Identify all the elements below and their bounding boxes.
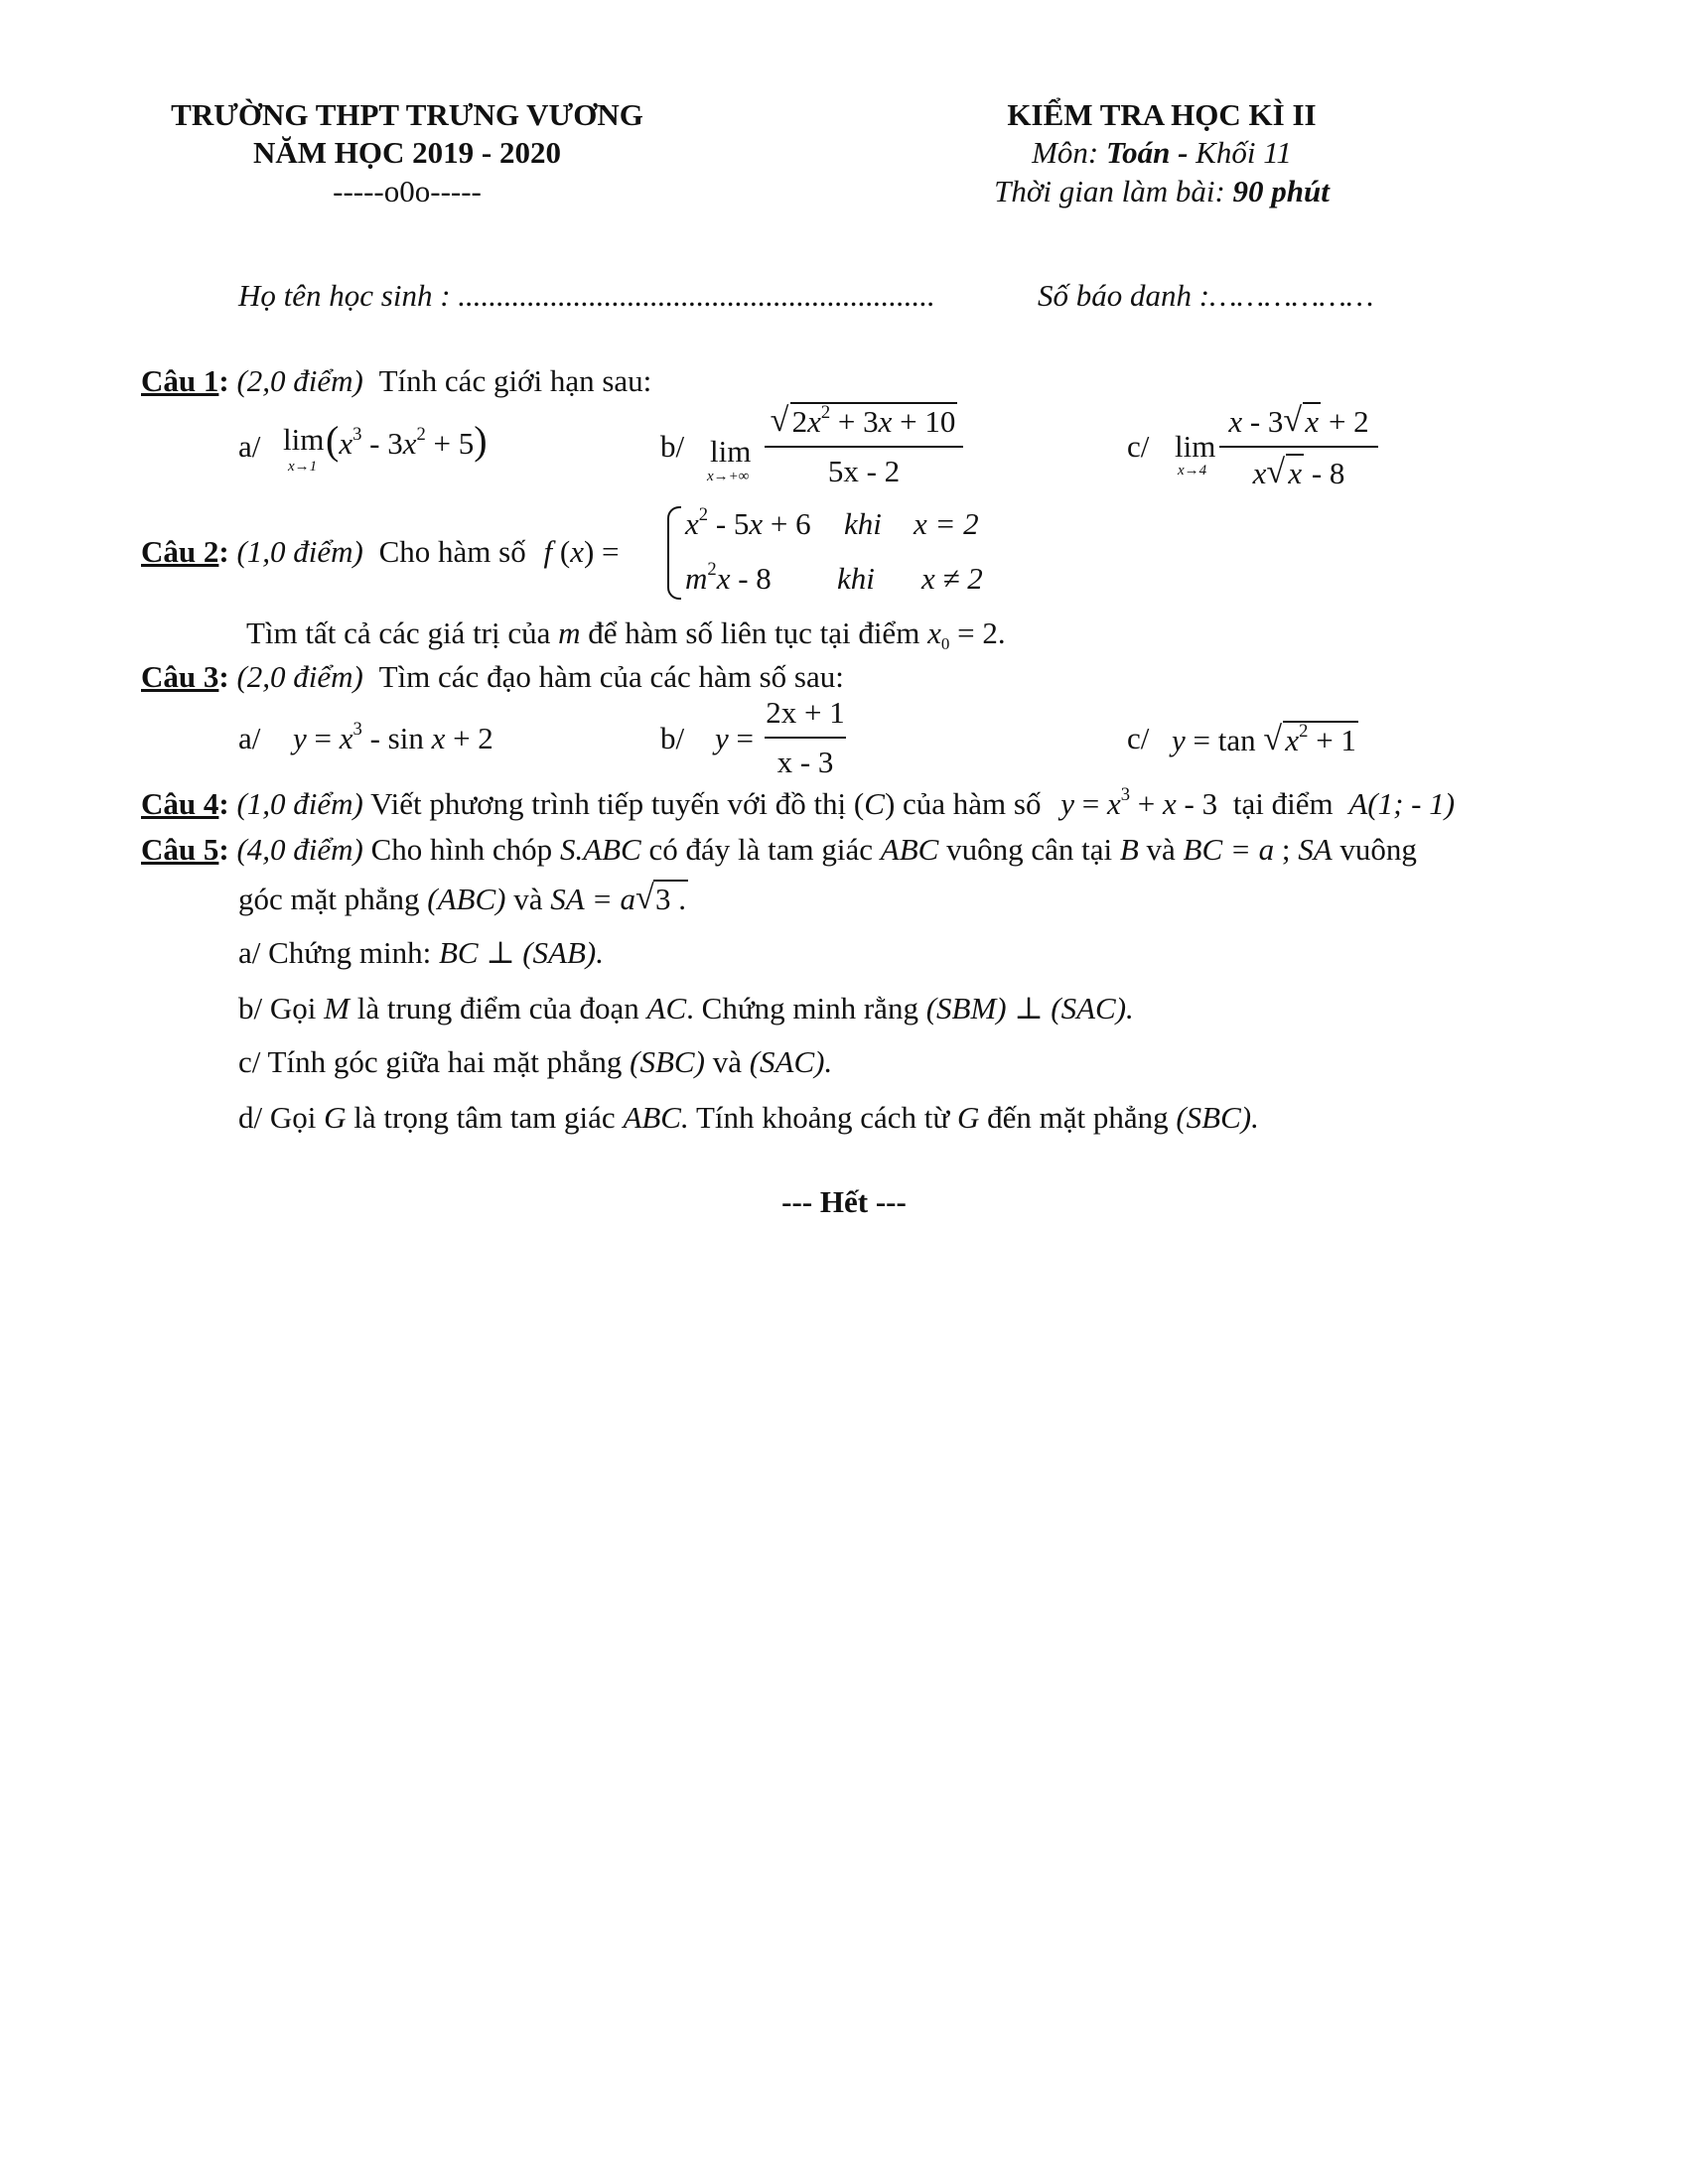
question-3-heading: Câu 3: (2,0 điểm) Tìm các đạo hàm của các hàm số sau: — [141, 659, 844, 694]
q2-case-2-condition: x ≠ 2 — [921, 561, 983, 596]
q1-a-label: a/ — [238, 429, 261, 464]
end-marker: --- Hết --- — [781, 1184, 907, 1219]
q4-point: A(1; - 1) — [1348, 786, 1456, 821]
q2-case-1-condition: x = 2 — [914, 506, 979, 541]
question-2-label: Câu 2 — [141, 534, 219, 569]
q3-a-expression: $y = x^3 - \sin x + 2$ — [293, 719, 493, 755]
q3-c-expression: y = tan √ $x^2 + 1$ — [1172, 721, 1356, 757]
q1-b-lim-subscript: x→+∞ — [707, 469, 750, 484]
question-3-text: Tìm các đạo hàm của các hàm số sau: — [378, 659, 844, 694]
question-1-points: (2,0 điểm) — [236, 363, 363, 398]
school-name: TRƯỜNG THPT TRƯNG VƯƠNG — [171, 97, 643, 132]
q5-part-c: c/ Tính góc giữa hai mặt phẳng (SBC) và (SAC). — [238, 1044, 833, 1079]
question-2-text: Cho hàm số — [378, 534, 526, 569]
q3-b-fraction — [765, 695, 846, 784]
q3-a-label: a/ — [238, 721, 261, 755]
q1-b-numerator: √ $2x^2 + 3x + 10$ — [770, 402, 956, 439]
q1-c-denominator: x √ x - 8 — [1252, 454, 1345, 490]
q1-c-numerator: x - 3 √ x + 2 — [1228, 402, 1369, 439]
q5-part-d: d/ Gọi G là trọng tâm tam giác ABC. Tính khoảng cách từ G đến mặt phẳng (SBC). — [238, 1100, 1259, 1135]
question-3-label: Câu 3 — [141, 659, 219, 694]
student-name-field: Họ tên học sinh : .............................................................. — [238, 278, 935, 313]
subject-prefix: Môn: — [1032, 135, 1106, 170]
q1-b-label: b/ — [660, 429, 685, 464]
q1-c-label: c/ — [1127, 429, 1150, 464]
grade: Khối 11 — [1196, 135, 1292, 170]
q3-b-y: y = — [715, 721, 754, 755]
question-5-label: Câu 5 — [141, 832, 219, 867]
question-2-points: (1,0 điểm) — [236, 534, 363, 569]
q1-c-lim: lim — [1175, 429, 1216, 464]
question-5-line-1: Câu 5: (4,0 điểm) Cho hình chóp S.ABC có đáy là tam giác ABC vuông cân tại B và BC = a ; SA vuông — [141, 832, 1417, 867]
question-1-text: Tính các giới hạn sau: — [378, 363, 652, 398]
q1-c-lim-subscript: x→4 — [1178, 463, 1207, 478]
q1-a-lim-subscript: x→1 — [288, 459, 318, 475]
time-line — [953, 174, 1370, 209]
q1-b-lim: lim — [710, 434, 752, 469]
header-divider: -----o0o----- — [333, 174, 482, 208]
subject-separator: - — [1170, 135, 1196, 170]
question-1-label: Câu 1 — [141, 363, 219, 398]
q1-c-fraction — [1219, 402, 1378, 493]
q3-b-label: b/ — [660, 721, 685, 755]
question-5-line-2: góc mặt phẳng (ABC) và SA = a √ 3 . — [238, 880, 687, 916]
question-3-points: (2,0 điểm) — [236, 659, 363, 694]
q2-case-1-khi: khi — [844, 506, 882, 541]
q3-c-label: c/ — [1127, 721, 1150, 755]
q1-a-expression: $(x^3 - 3x^2 + 5)$ — [326, 418, 488, 463]
question-2-heading: Câu 2: (1,0 điểm) Cho hàm số f (x) = — [141, 534, 620, 569]
time-prefix: Thời gian làm bài: — [994, 174, 1233, 208]
exam-title: KIỂM TRA HỌC KÌ II — [1007, 97, 1317, 132]
question-4-label: Câu 4 — [141, 786, 219, 821]
q1-b-denominator: 5x - 2 — [827, 454, 901, 488]
question-5-points: (4,0 điểm) — [236, 832, 363, 867]
q2-piecewise-brace — [667, 506, 681, 600]
q2-line-2: Tìm tất cả các giá trị của m để hàm số liên tục tại điểm $x_0 = 2$. — [246, 615, 1006, 653]
q2-case-2-khi: khi — [837, 561, 875, 596]
subject-line — [953, 135, 1370, 171]
subject: Toán — [1105, 135, 1171, 170]
question-4: Câu 4: (1,0 điểm) Viết phương trình tiếp tuyến với đồ thị (C) của hàm số $y = x^3 + x - 3$ tại điểm A(1; - 1) — [141, 784, 1456, 821]
q1-a-lim: lim — [283, 422, 325, 457]
q3-b-denominator: x - 3 — [776, 745, 834, 779]
q3-b-numerator: 2x + 1 — [766, 695, 845, 730]
q1-b-fraction — [765, 402, 963, 493]
question-4-points: (1,0 điểm) — [236, 786, 363, 821]
q2-case-1-expr: $x^2 - 5x + 6$ — [685, 504, 811, 541]
q2-case-2-expr: $m^2x - 8$ — [685, 559, 772, 596]
school-year: NĂM HỌC 2019 - 2020 — [253, 135, 561, 170]
student-id-field: Số báo danh :……………… — [1038, 278, 1374, 313]
q5-part-b: b/ Gọi M là trung điểm của đoạn AC. Chứng minh rằng (SBM) ⊥ (SAC). — [238, 991, 1134, 1025]
question-1-heading: Câu 1: (2,0 điểm) Tính các giới hạn sau: — [141, 363, 652, 398]
q5-part-a: a/ Chứng minh: BC ⊥ (SAB). — [238, 935, 604, 970]
exam-time: 90 phút — [1232, 174, 1330, 208]
